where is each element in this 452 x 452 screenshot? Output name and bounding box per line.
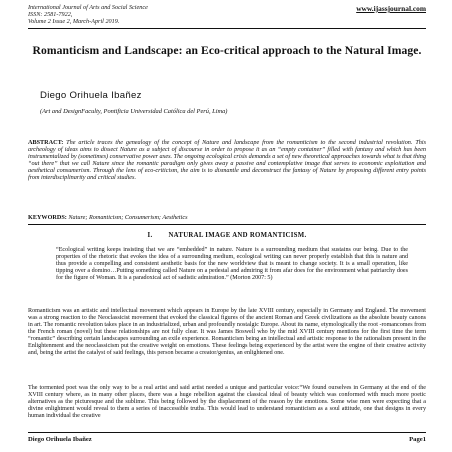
journal-volume: Volume 2 Issue 2, March-April 2019. — [28, 18, 120, 26]
keywords — [28, 214, 426, 221]
journal-issn: ISSN: 2581-7922, — [28, 11, 73, 19]
keywords-divider — [28, 224, 426, 225]
journal-website-link[interactable]: www.ijassjournal.com — [356, 4, 426, 13]
journal-header — [28, 4, 148, 26]
author-affiliation: (Art and DesignFaculty, Pontificia Universidad Católica del Perú, Lima) — [40, 108, 228, 115]
header-divider — [28, 28, 426, 29]
block-quote: “Ecological writing keeps insisting that we are “embedded” in nature. Nature is a surrounding medium that sustains our being. Due to the properties of the rhetoric that evokes the idea of a surrounding medium, ecological writing can never properly establish that this is nature and thus provide a compelling and consistent aesthetic basis for the new worldview that is meant to change society. It is a small operation, like tipping over a domino…Putting something called Nature on a pedestal and admiring it from afar does for the environment what patriarchy does for the figure of Woman. It is a paradoxical act of sadistic admiration.” (Morton 2007: 5) — [56, 247, 408, 281]
page-number: Page1 — [409, 436, 426, 443]
abstract — [28, 139, 426, 182]
abstract-label: ABSTRACT: — [28, 139, 64, 146]
keywords-label: KEYWORDS: — [28, 214, 67, 221]
abstract-text: The article traces the genealogy of the concept of Nature and landscape from the romanticism to the second industrial revolution. This archeology of ideas aims to dissect Nature as a subject of discourse in order to propose it as an “empty container” filled with fantasy and which has been instrumentalized by (sometimes) conservative power axes. The ongoing ecological crisis demands a set of new theoretical approaches towards what is that thing “out there” that we call Nature since the romantic paradigm only gives away a passive and contemplative image that serves to economic exploitation and aesthetical consumerism. Through the lens of eco-criticism, the aim is to dismantle and deconstruct the fantasy of Nature by proposing different entry points from interdisciplinarity and critical studies. — [28, 139, 426, 182]
footer-author: Diego Orihuela Ibañez — [28, 436, 92, 443]
keywords-text: Nature; Romanticism; Consumerism; Aesthetics — [66, 214, 188, 221]
body-paragraph-2: The tormented poet was the only way to be a real artist and said artist needed a unique and particular voice:“We found ourselves in Germany at the end of the XVIII century where, as in many other places, there was a huge rebellion against the classical ideal of beauty which was conformed with much more poetic alternatives as the picturesque and the sublime. This being followed by the displacement of the reason by the emotions. Some wise men were expecting that a divine enlightment would reveal to them a series of inaccessible truths. This would lead to understand romanticism as a soul attitude, one that designs in every human individual the creative — [28, 385, 426, 419]
journal-name: International Journal of Arts and Social Science — [28, 4, 148, 11]
paper-title: Romanticism and Landscape: an Eco-critical approach to the Natural Image. — [32, 44, 422, 57]
body-paragraph-1: Romanticism was an artistic and intellectual movement which appears in Europe by the late XVIII century, especially in Germany and England. The movement was a strong reaction to the Neoclassicist movement that evoked the classical figures of the ancient Roman and Greek civilizations as the absolute beauty canons in art. The romantic revolution takes place in an industrialized, urban and profoundly nostalgic Europe. About its name, etymologically the root -romancomes from the French roman (novel) but these relationships are not fully clear. It was James Boswell who by the mid XVIII century mentions for the first time the term “romantic” describing certain landscapes surrounding an exile experience. Romanticism being an intellectual and artistic response to the rationalism present in the Enlightenment and the neoclassicism put the creative weight on emotions. These feelings being experienced by the artist were the engine of their creative activity and, being the artist the catalyst of said feelings, this person became a creator/genius, an enlightened one. — [28, 308, 426, 356]
section-heading: I. NATURAL IMAGE AND ROMANTICISM. — [147, 232, 307, 239]
footer-divider — [28, 432, 426, 433]
author-name: Diego Orihuela Ibañez — [40, 90, 142, 101]
